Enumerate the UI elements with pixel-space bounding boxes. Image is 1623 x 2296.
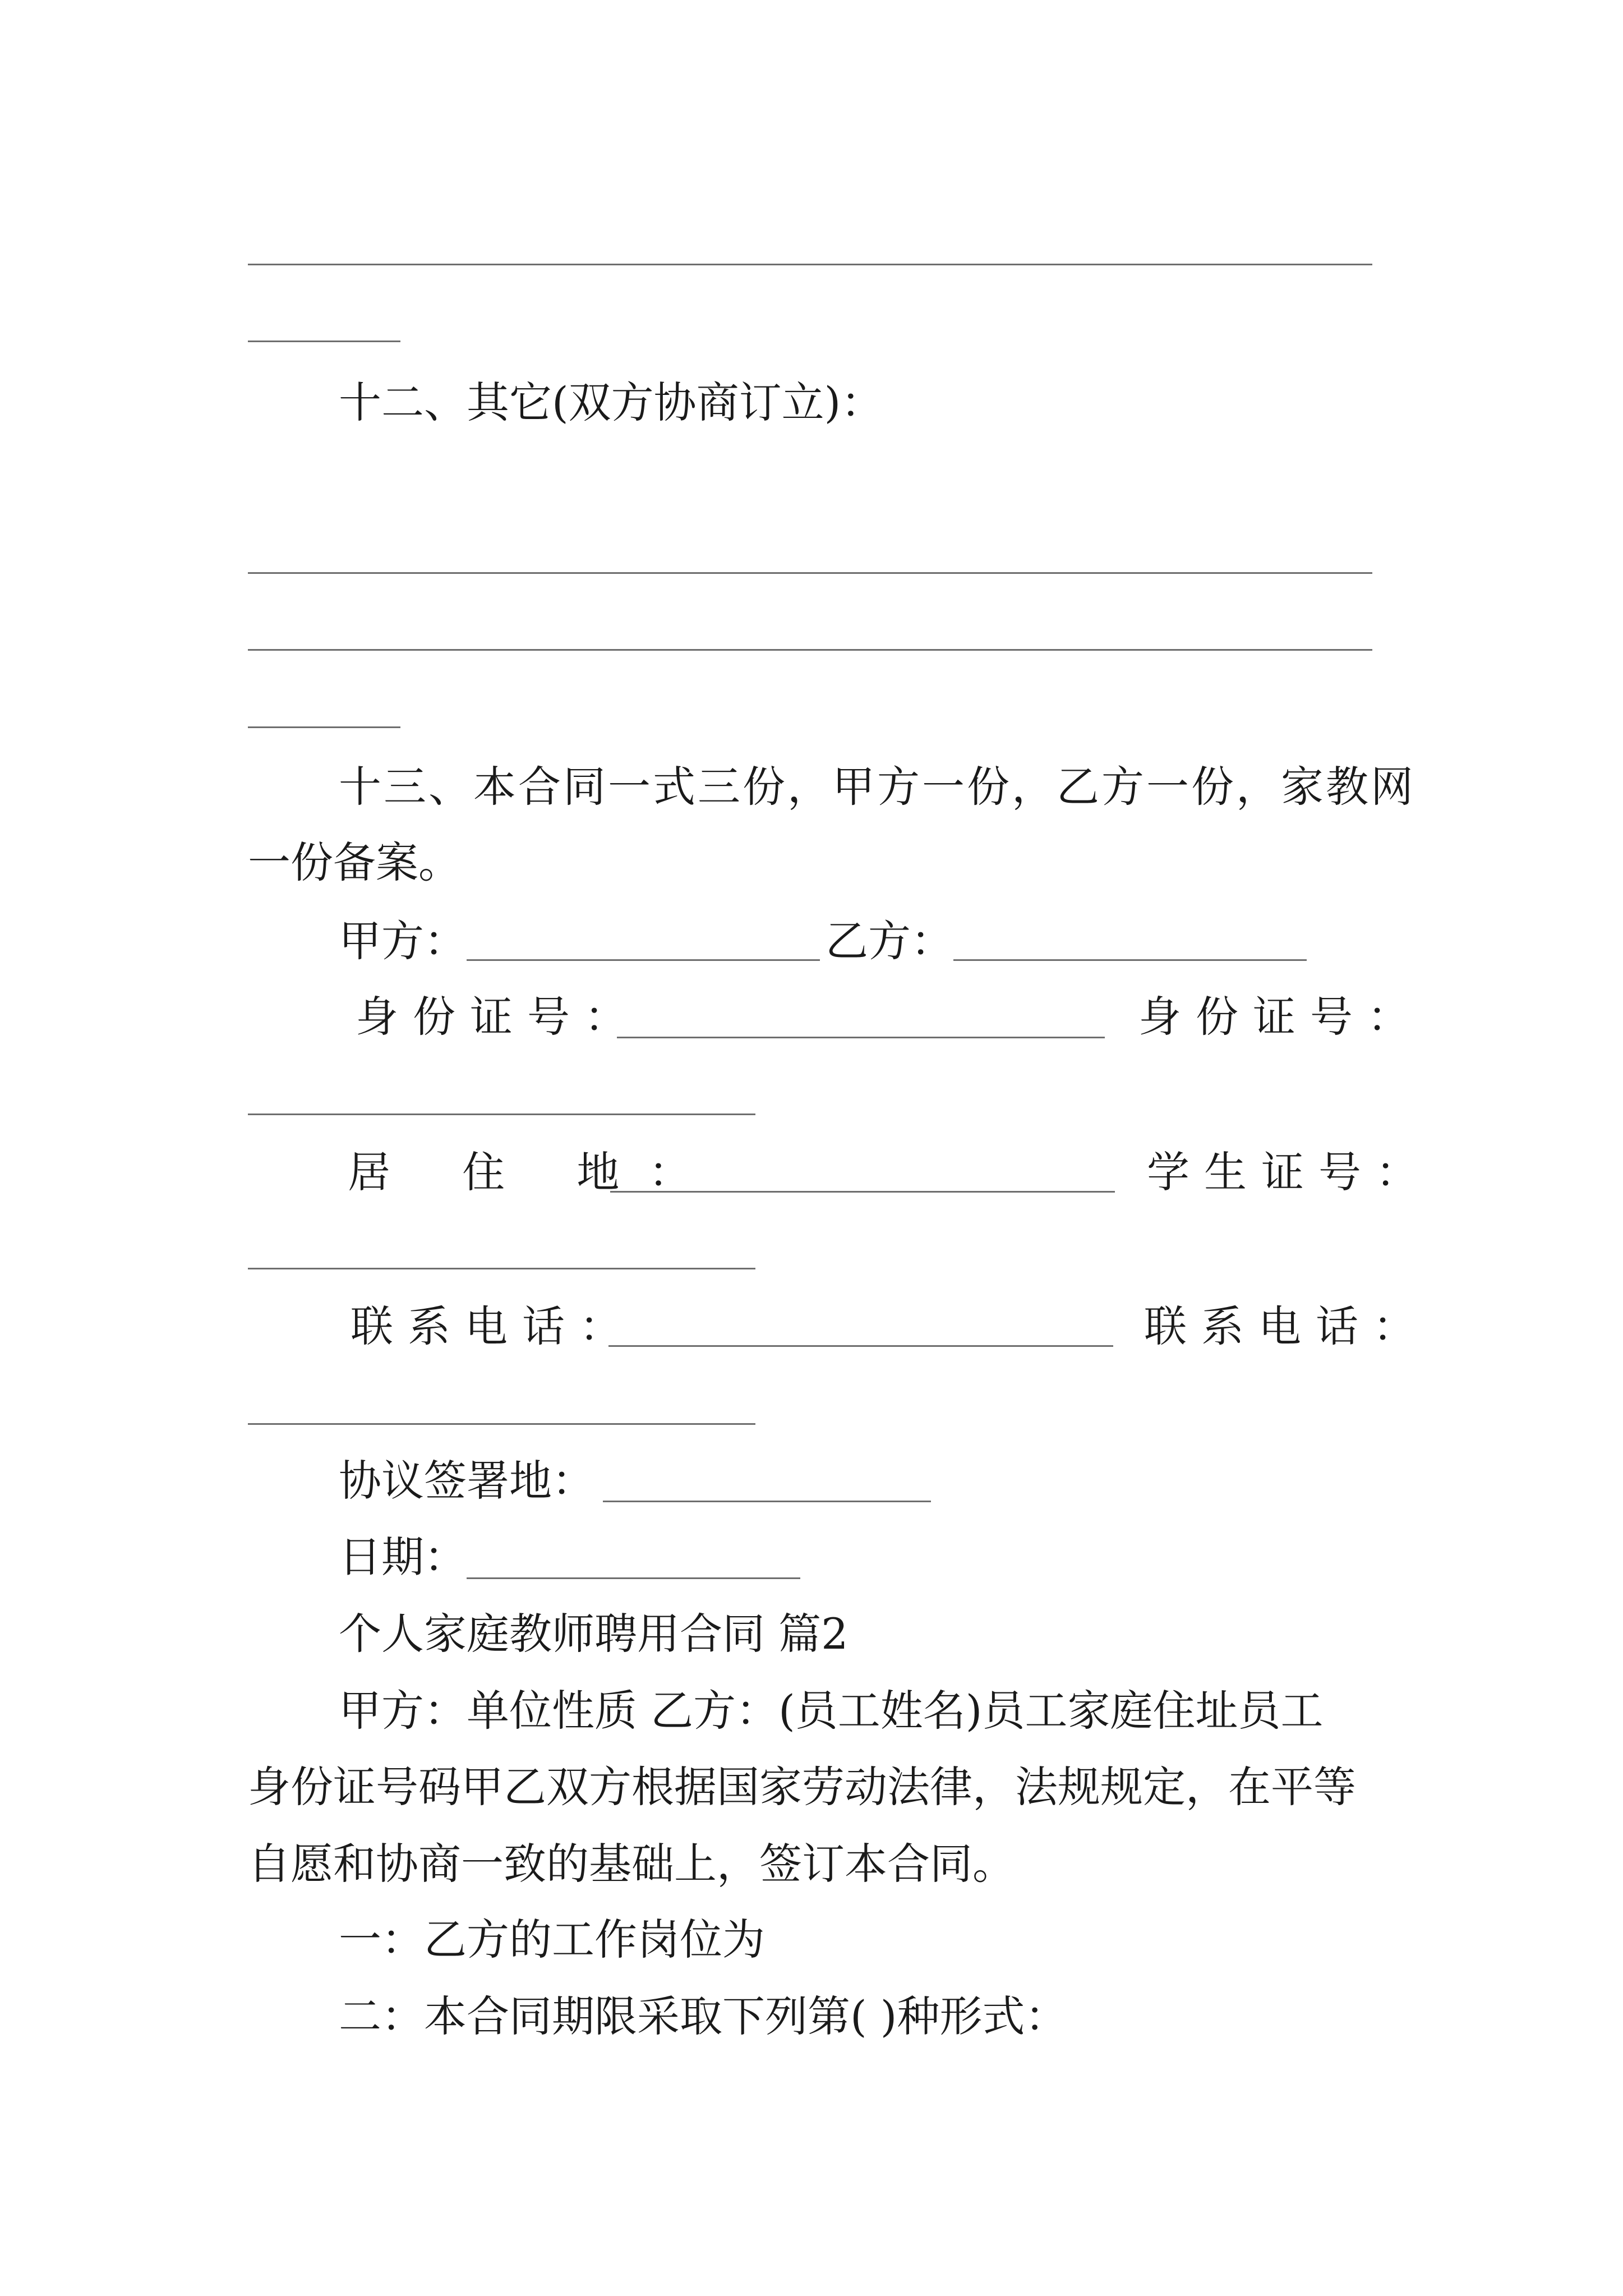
signing-place-label: 协议签署地： — [339, 1456, 594, 1506]
fill-in-line — [248, 572, 1372, 574]
student-id-label: 学生证号： — [1147, 1147, 1433, 1197]
fill-in-line — [248, 726, 400, 728]
date-label: 日期： — [339, 1532, 467, 1582]
contract-2-item-2: 二：本合同期限采取下列第( )种形式： — [339, 1991, 1068, 2041]
section-13-line-2: 一份备案。 — [248, 838, 461, 887]
contract-2-item-1: 一：乙方的工作岗位为 — [339, 1915, 765, 1964]
contract-2-intro-line-3: 自愿和协商一致的基础上，签订本合同。 — [248, 1839, 1015, 1889]
fill-in-line — [248, 649, 1372, 651]
student-id-blank[interactable] — [248, 1268, 755, 1269]
section-13-line-1: 十三、本合同一式三份，甲方一份，乙方一份，家教网 — [339, 762, 1415, 812]
residence-label: 居 住 地： — [348, 1147, 721, 1197]
party-b-label: 乙方： — [826, 916, 953, 966]
phone-blank-a[interactable] — [608, 1345, 1113, 1347]
party-a-blank[interactable] — [467, 959, 820, 961]
phone-label-a: 联系电话： — [351, 1301, 637, 1351]
id-number-blank-b[interactable] — [248, 1114, 755, 1115]
contract-2-intro-line-2: 身份证号码甲乙双方根据国家劳动法律，法规规定，在平等 — [248, 1762, 1356, 1812]
signing-place-blank[interactable] — [603, 1501, 931, 1502]
id-number-label-b: 身份证号： — [1138, 992, 1424, 1042]
phone-blank-b[interactable] — [248, 1423, 755, 1425]
fill-in-line — [248, 341, 400, 342]
contract-2-intro-line-1: 甲方：单位性质 乙方：(员工姓名)员工家庭住址员工 — [339, 1686, 1324, 1736]
residence-blank[interactable] — [610, 1191, 1115, 1193]
date-blank[interactable] — [467, 1577, 800, 1579]
section-12-heading: 十二、其它(双方协商订立)： — [339, 378, 884, 427]
fill-in-line — [248, 264, 1372, 265]
party-b-blank[interactable] — [953, 959, 1307, 961]
id-number-label-a: 身份证号： — [356, 992, 642, 1042]
id-number-blank-a[interactable] — [617, 1037, 1105, 1038]
phone-label-b: 联系电话： — [1144, 1301, 1430, 1351]
party-a-label: 甲方： — [339, 916, 467, 966]
contract-2-title: 个人家庭教师聘用合同 篇2 — [339, 1609, 849, 1659]
